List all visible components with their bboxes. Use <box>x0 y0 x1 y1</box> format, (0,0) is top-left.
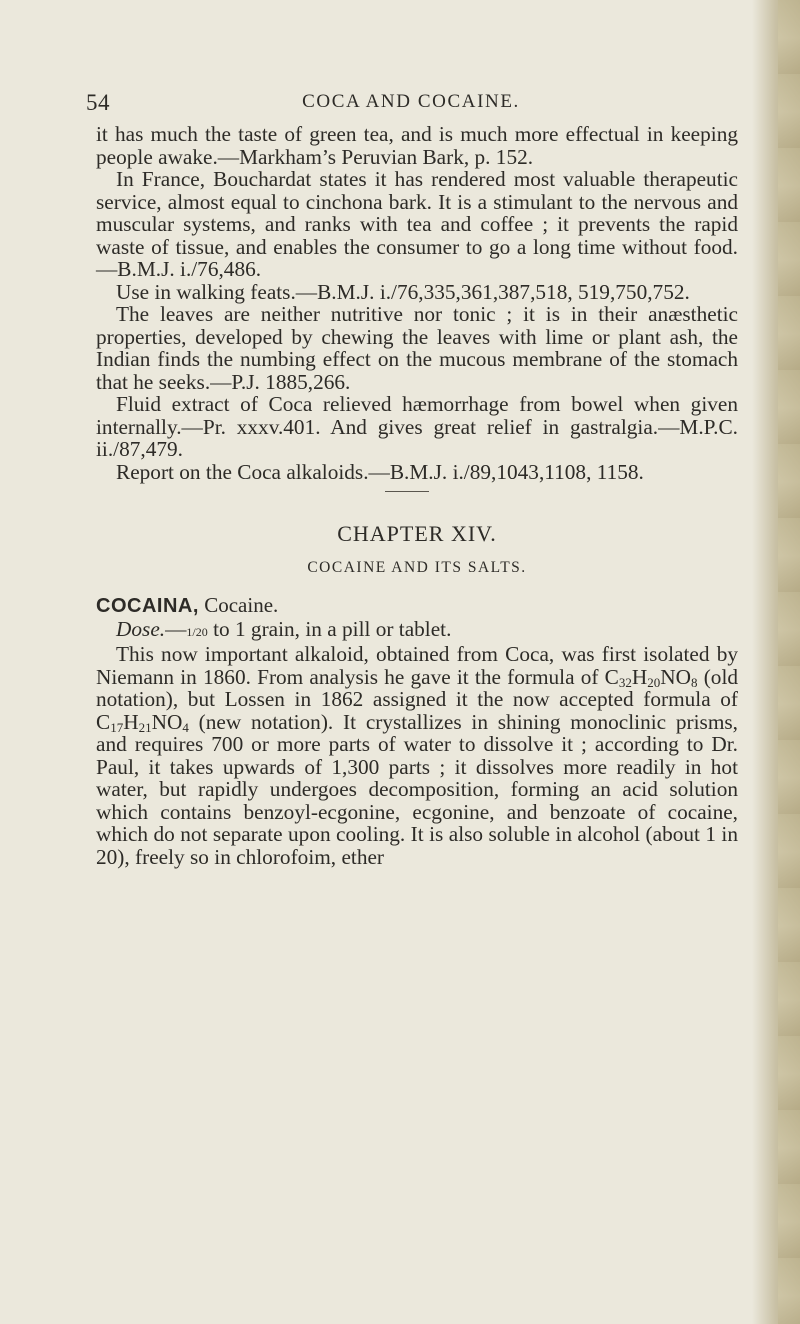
page-body <box>96 123 738 868</box>
paragraph-bouchardat: In France, Bouchardat states it has rendered most valuable therapeutic service, almost equal to cinchona bark. It is a stimulant to the nervous and muscular systems, and ranks with tea and coffee ; it prevents the rapid waste of tissue, and enables the consumer to go a long time without food.—B.M.J. i./76,486. <box>96 167 738 281</box>
formula-new-no-sub: 4 <box>182 719 189 735</box>
formula-new-c: C <box>96 709 111 734</box>
paragraph-cocaine-description <box>96 643 738 868</box>
formula-old-h: H <box>631 664 648 689</box>
section-divider-rule <box>385 491 429 492</box>
dose-label: Dose. <box>116 616 166 641</box>
entry-heading-line <box>96 594 738 618</box>
dose-text: to 1 grain, in a pill or tablet. <box>213 616 452 641</box>
paragraph-walking-feats: Use in walking feats.—B.M.J. i./76,335,361,387,518, 519,750,752. <box>116 279 690 304</box>
entry-heading: COCAINA, <box>96 595 199 617</box>
formula-new-h-sub: 21 <box>138 719 152 735</box>
page-header <box>86 90 736 120</box>
dose-line <box>96 618 738 644</box>
paragraph-alkaloids-report: Report on the Coca alkaloids.—B.M.J. i./89,1043,1108, 1158. <box>116 459 644 484</box>
page-edge-stain <box>778 0 800 1324</box>
formula-old-c-sub: 32 <box>618 674 632 690</box>
dose-fraction: 1/20 <box>186 624 208 639</box>
formula-new-h: H <box>123 709 139 734</box>
paragraph-tea-comparison: it has much the taste of green tea, and is much more effectual in keeping people awake.—Markham’s Peruvian Bark, p. 152. <box>96 122 738 169</box>
dose-dash: — <box>165 616 187 641</box>
formula-old-c: C <box>604 664 619 689</box>
formula-old-no: NO <box>660 664 692 689</box>
formula-new-notation <box>96 710 189 734</box>
formula-old-notation <box>605 665 698 689</box>
paragraph-fluid-extract: Fluid extract of Coca relieved hæmorrhage from bowel when given internally.—Pr. xxxv.401. And gives great relief in gastralgia.—M.P.C. ii./87,479. <box>96 392 738 461</box>
running-head: COCA AND COCAINE. <box>302 91 520 112</box>
chapter-subtitle: COCAINE AND ITS SALTS. <box>307 558 527 576</box>
formula-old-h-sub: 20 <box>647 674 661 690</box>
cocaine-text-part-2: (old notation), but Lossen in 1862 assigned it the now accepted formula of <box>96 664 739 711</box>
chapter-title: CHAPTER XIV. <box>337 521 497 546</box>
formula-new-c-sub: 17 <box>110 719 124 735</box>
formula-old-no-sub: 8 <box>691 674 698 690</box>
cocaine-text-part-3: (new notation). It crystallizes in shining monoclinic prisms, and requires 700 or more parts of water to dissolve it ; according to Dr. Paul, it takes upwards of 1,300 parts ; it dissolves more readily in hot water, but rapidly undergoes decomposition, forming an acid solution which contains benzoyl-ecgonine, ecgonine, and benzoate of cocaine, which do not separate upon cooling. It is also soluble in alcohol (about 1 in 20), freely so in chlorofoim, ether <box>96 709 738 869</box>
entry-name: Cocaine. <box>204 593 279 617</box>
formula-new-no: NO <box>151 709 183 734</box>
cocaine-text-part-1: This now important alkaloid, obtained from Coca, was first isolated by Niemann in 1860. From analysis he gave it the formula of <box>96 642 738 689</box>
page-number: 54 <box>86 90 110 115</box>
paragraph-anaesthetic: The leaves are neither nutritive nor tonic ; it is in their anæsthetic properties, developed by chewing the leaves with lime or plant ash, the Indian finds the numbing effect on the mucous membrane of the stomach that he seeks.—P.J. 1885,266. <box>96 302 738 394</box>
